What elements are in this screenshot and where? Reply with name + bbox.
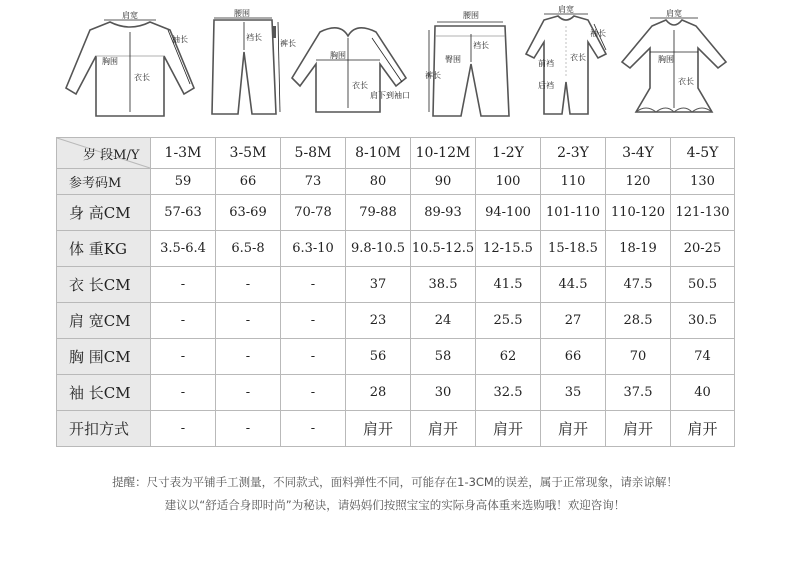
age-group-row <box>57 138 735 169</box>
table-cell: 23 <box>346 303 411 339</box>
diagram-label: 裤长 <box>280 39 296 48</box>
ref-size-cell: 73 <box>281 169 346 195</box>
age-group-cell: 3-5M <box>216 138 281 169</box>
table-cell: 79-88 <box>346 195 411 231</box>
age-group-cell: 4-5Y <box>671 138 735 169</box>
table-row-height <box>57 195 735 231</box>
diagram-label: 肩宽 <box>122 11 138 20</box>
table-cell: 27 <box>541 303 606 339</box>
diagram-label: 胸围 <box>658 55 674 64</box>
table-cell: 70-78 <box>281 195 346 231</box>
ref-size-cell: 80 <box>346 169 411 195</box>
table-cell: 121-130 <box>671 195 735 231</box>
table-cell: 6.5-8 <box>216 231 281 267</box>
table-cell: - <box>151 303 216 339</box>
diagram-label: 袖长 <box>172 35 188 44</box>
age-group-cell: 10-12M <box>411 138 476 169</box>
table-cell: 47.5 <box>606 267 671 303</box>
corner-cell-age <box>57 138 151 169</box>
diagram-label: 衣长 <box>134 73 150 82</box>
size-chart-table <box>56 137 735 447</box>
table-cell: 肩开 <box>476 411 541 447</box>
advice-note: 建议以“舒适合身即时尚”为秘诀，请妈妈们按照宝宝的实际身高体重来选购哦！欢迎咨询！ <box>164 498 626 512</box>
row-label-length: 衣 长CM <box>57 267 151 303</box>
table-cell: 66 <box>541 339 606 375</box>
diagram-label: 腰围 <box>463 11 479 20</box>
table-cell: 110-120 <box>606 195 671 231</box>
row-label-weight: 体 重KG <box>57 231 151 267</box>
garment-diagrams <box>0 0 790 132</box>
table-cell: 56 <box>346 339 411 375</box>
ref-size-cell: 120 <box>606 169 671 195</box>
table-cell: - <box>216 303 281 339</box>
table-cell: - <box>216 411 281 447</box>
table-cell: 35 <box>541 375 606 411</box>
table-cell: 12-15.5 <box>476 231 541 267</box>
table-cell: 9.8-10.5 <box>346 231 411 267</box>
table-cell: 30 <box>411 375 476 411</box>
diagram-label: 袖长 <box>590 29 606 38</box>
table-row-sleeve <box>57 375 735 411</box>
diagram-label: 衣长 <box>352 81 368 90</box>
table-cell: 101-110 <box>541 195 606 231</box>
age-group-cell: 3-4Y <box>606 138 671 169</box>
diagram-label: 肩下到袖口 <box>370 91 410 100</box>
corner-label-ref: 参考码M <box>57 169 151 195</box>
table-row-closure <box>57 411 735 447</box>
table-cell: 37.5 <box>606 375 671 411</box>
ref-size-cell: 59 <box>151 169 216 195</box>
table-cell: 41.5 <box>476 267 541 303</box>
diagram-label: 肩宽 <box>558 5 574 14</box>
age-group-cell: 1-2Y <box>476 138 541 169</box>
table-cell: 28 <box>346 375 411 411</box>
table-cell: - <box>151 267 216 303</box>
table-cell: - <box>281 375 346 411</box>
table-cell: 24 <box>411 303 476 339</box>
age-group-cell: 5-8M <box>281 138 346 169</box>
table-cell: - <box>216 339 281 375</box>
shorts-diagram <box>425 8 515 126</box>
table-cell: 6.3-10 <box>281 231 346 267</box>
table-cell: 89-93 <box>411 195 476 231</box>
table-cell: - <box>151 375 216 411</box>
table-row-shoulder <box>57 303 735 339</box>
row-label-chest: 胸 围CM <box>57 339 151 375</box>
long-sleeve-top-diagram <box>60 8 200 126</box>
table-cell: 30.5 <box>671 303 735 339</box>
table-cell: - <box>281 339 346 375</box>
table-cell: 28.5 <box>606 303 671 339</box>
diagram-label: 腰围 <box>234 9 250 18</box>
ref-size-cell: 90 <box>411 169 476 195</box>
table-cell: - <box>281 411 346 447</box>
table-cell: 15-18.5 <box>541 231 606 267</box>
row-label-height: 身 高CM <box>57 195 151 231</box>
long-pants-diagram <box>200 8 296 126</box>
table-cell: 58 <box>411 339 476 375</box>
row-label-sleeve: 袖 长CM <box>57 375 151 411</box>
table-row-weight <box>57 231 735 267</box>
table-cell: - <box>281 303 346 339</box>
table-cell: - <box>151 411 216 447</box>
table-cell: - <box>151 339 216 375</box>
age-group-cell: 8-10M <box>346 138 411 169</box>
diagram-label: 后裆 <box>538 81 554 90</box>
table-cell: 肩开 <box>346 411 411 447</box>
table-cell: 肩开 <box>606 411 671 447</box>
table-cell: 肩开 <box>411 411 476 447</box>
diagram-label: 肩宽 <box>666 9 682 18</box>
diagram-label: 裆长 <box>473 41 489 50</box>
ref-size-cell: 100 <box>476 169 541 195</box>
table-cell: 70 <box>606 339 671 375</box>
ref-size-cell: 66 <box>216 169 281 195</box>
table-cell: 44.5 <box>541 267 606 303</box>
table-cell: 40 <box>671 375 735 411</box>
table-cell: 18-19 <box>606 231 671 267</box>
diagram-label: 裤长 <box>425 71 441 80</box>
age-group-cell: 1-3M <box>151 138 216 169</box>
table-cell: 20-25 <box>671 231 735 267</box>
table-row-length <box>57 267 735 303</box>
table-cell: - <box>216 267 281 303</box>
ref-size-cell: 110 <box>541 169 606 195</box>
table-cell: - <box>281 267 346 303</box>
raglan-top-diagram <box>288 8 418 126</box>
diagram-label: 臀围 <box>445 55 461 64</box>
table-cell: 肩开 <box>671 411 735 447</box>
table-cell: 62 <box>476 339 541 375</box>
row-label-shoulder: 肩 宽CM <box>57 303 151 339</box>
row-label-closure: 开扣方式 <box>57 411 151 447</box>
diagram-label: 胸围 <box>102 57 118 66</box>
table-cell: 38.5 <box>411 267 476 303</box>
table-cell: 32.5 <box>476 375 541 411</box>
table-cell: 57-63 <box>151 195 216 231</box>
table-cell: 10.5-12.5 <box>411 231 476 267</box>
romper-diagram <box>522 5 612 126</box>
table-cell: 74 <box>671 339 735 375</box>
diagram-label: 衣长 <box>570 53 586 62</box>
table-cell: 25.5 <box>476 303 541 339</box>
table-cell: 94-100 <box>476 195 541 231</box>
measurement-note: 提醒：尺寸表为平铺手工测量，不同款式，面料弹性不同，可能存在1-3CM的误差，属于正常现象，请亲谅解！ <box>112 475 678 489</box>
diagram-label: 胸围 <box>330 51 346 60</box>
dress-diagram <box>616 8 734 126</box>
table-cell: 50.5 <box>671 267 735 303</box>
table-cell: - <box>216 375 281 411</box>
diagram-label: 裆长 <box>246 33 262 42</box>
corner-label-age: 岁 段M/Y <box>83 148 140 163</box>
table-cell: 肩开 <box>541 411 606 447</box>
table-cell: 63-69 <box>216 195 281 231</box>
table-cell: 3.5-6.4 <box>151 231 216 267</box>
ref-size-row <box>57 169 735 195</box>
ref-size-cell: 130 <box>671 169 735 195</box>
table-row-chest <box>57 339 735 375</box>
age-group-cell: 2-3Y <box>541 138 606 169</box>
diagram-label: 前裆 <box>538 59 554 68</box>
diagram-label: 衣长 <box>678 77 694 86</box>
table-cell: 37 <box>346 267 411 303</box>
